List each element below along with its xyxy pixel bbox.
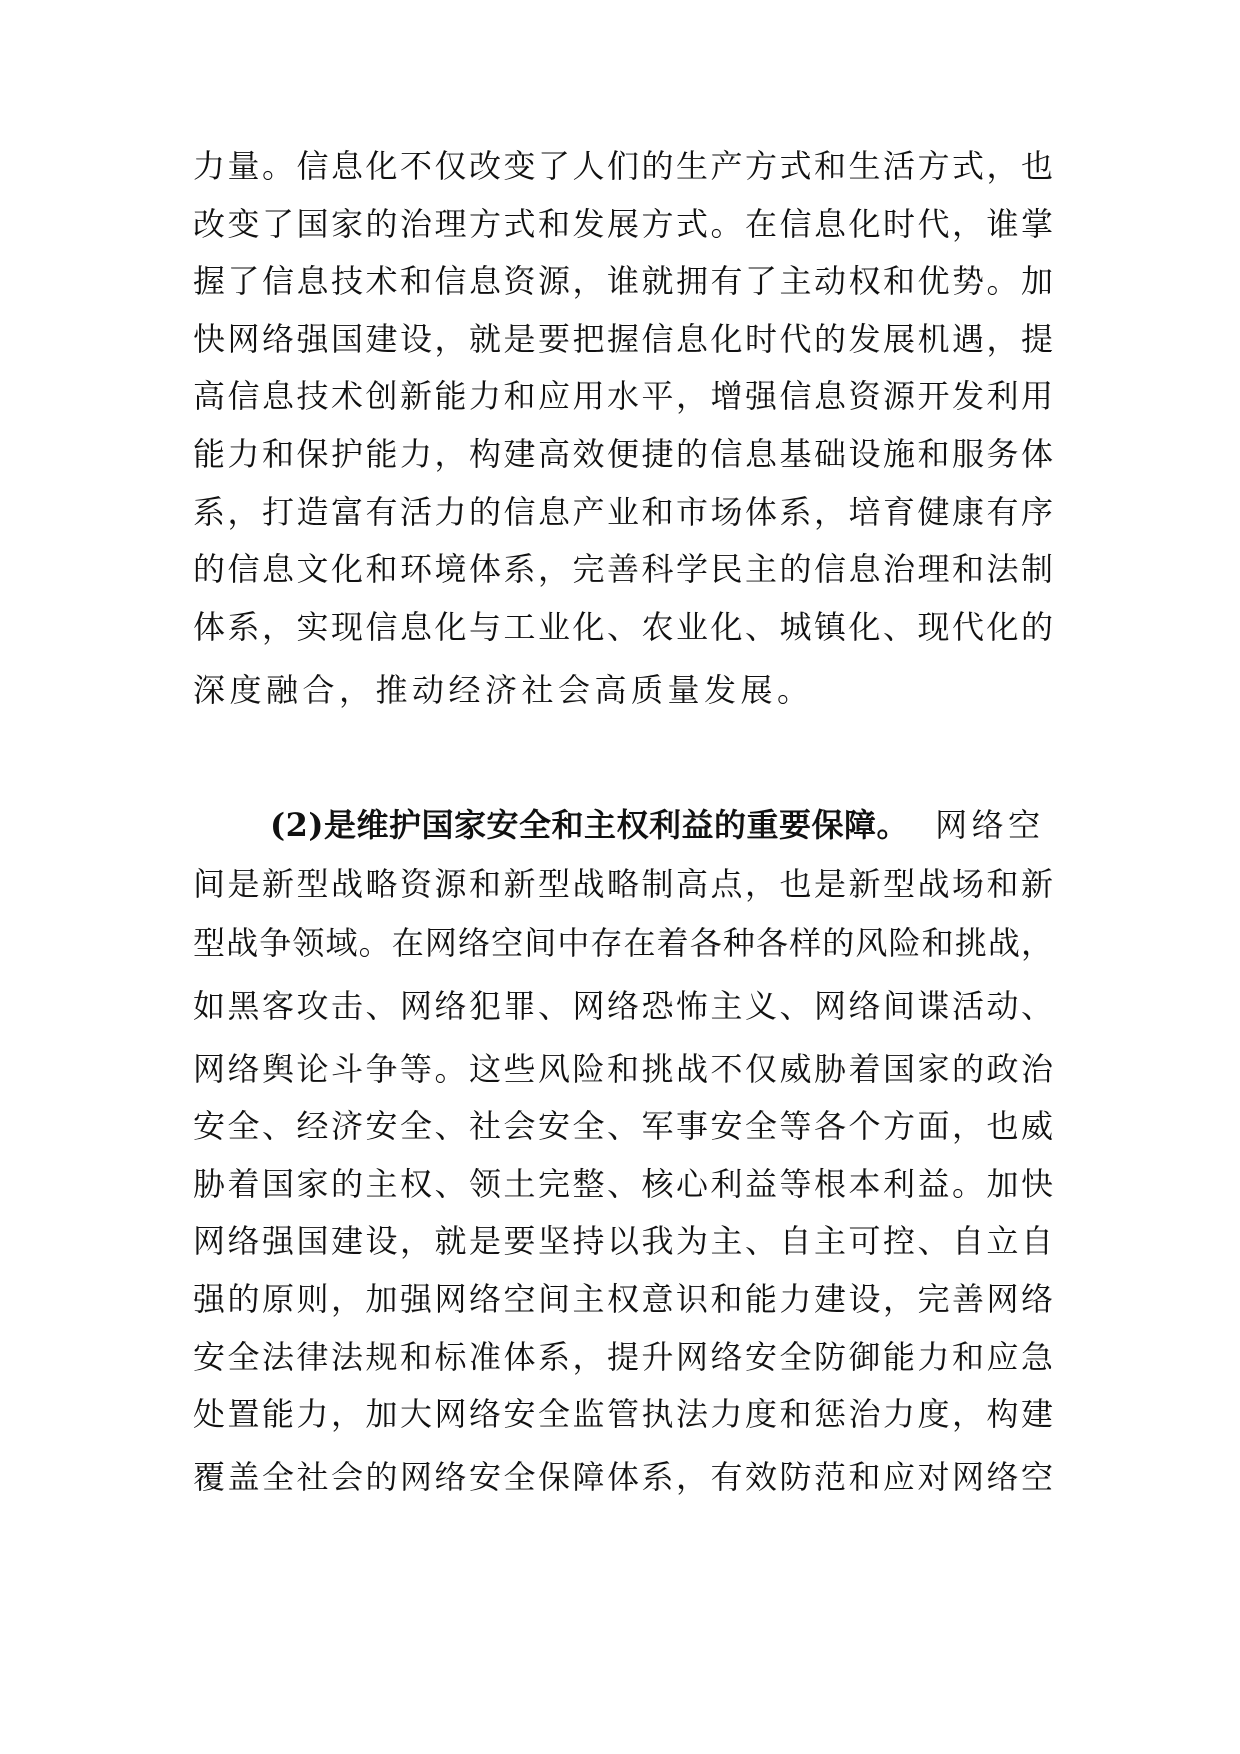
text-line: 握了信息技术和信息资源，谁就拥有了主动权和优势。加 <box>193 262 1053 300</box>
text-line: 体系，实现信息化与工业化、农业化、城镇化、现代化的 <box>193 608 1053 646</box>
text-line: 强的原则，加强网络空间主权意识和能力建设，完善网络 <box>193 1280 1053 1318</box>
text-line: 胁着国家的主权、领土完整、核心利益等根本利益。加快 <box>193 1165 1053 1203</box>
text-line: 高信息技术创新能力和应用水平，增强信息资源开发利用 <box>193 377 1053 415</box>
text-line: 快网络强国建设，就是要把握信息化时代的发展机遇，提 <box>193 320 1053 358</box>
text-line: 力量。信息化不仅改变了人们的生产方式和生活方式，也 <box>193 147 1053 185</box>
text-line: 系，打造富有活力的信息产业和市场体系，培育健康有序 <box>193 493 1053 531</box>
text-run: 网络空 <box>935 806 1045 844</box>
text-line: 覆盖全社会的网络安全保障体系，有效防范和应对网络空 <box>193 1458 1053 1496</box>
text-line: 处置能力，加大网络安全监管执法力度和惩治力度，构建 <box>193 1395 1053 1433</box>
text-line: 安全法律法规和标准体系，提升网络安全防御能力和应急 <box>193 1338 1053 1376</box>
text-line: 安全、经济安全、社会安全、军事安全等各个方面，也威 <box>193 1107 1053 1145</box>
text-line: 改变了国家的治理方式和发展方式。在信息化时代，谁掌 <box>193 205 1053 243</box>
text-line: 能力和保护能力，构建高效便捷的信息基础设施和服务体 <box>193 435 1053 473</box>
text-line: 如黑客攻击、网络犯罪、网络恐怖主义、网络间谍活动、 <box>193 987 1053 1025</box>
section-heading: (2)是维护国家安全和主权利益的重要保障。 <box>270 806 910 844</box>
text-line: 的信息文化和环境体系，完善科学民主的信息治理和法制 <box>193 550 1053 588</box>
text-line: 间是新型战略资源和新型战略制高点，也是新型战场和新 <box>193 865 1053 903</box>
text-line: 深度融合，推动经济社会高质量发展。 <box>193 671 814 709</box>
paragraph-first-line <box>270 797 1053 853</box>
text-line: 网络强国建设，就是要坚持以我为主、自主可控、自立自 <box>193 1222 1053 1260</box>
text-line: 网络舆论斗争等。这些风险和挑战不仅威胁着国家的政治 <box>193 1050 1053 1088</box>
text-line: 型战争领域。在网络空间中存在着各种各样的风险和挑战， <box>193 924 1053 962</box>
